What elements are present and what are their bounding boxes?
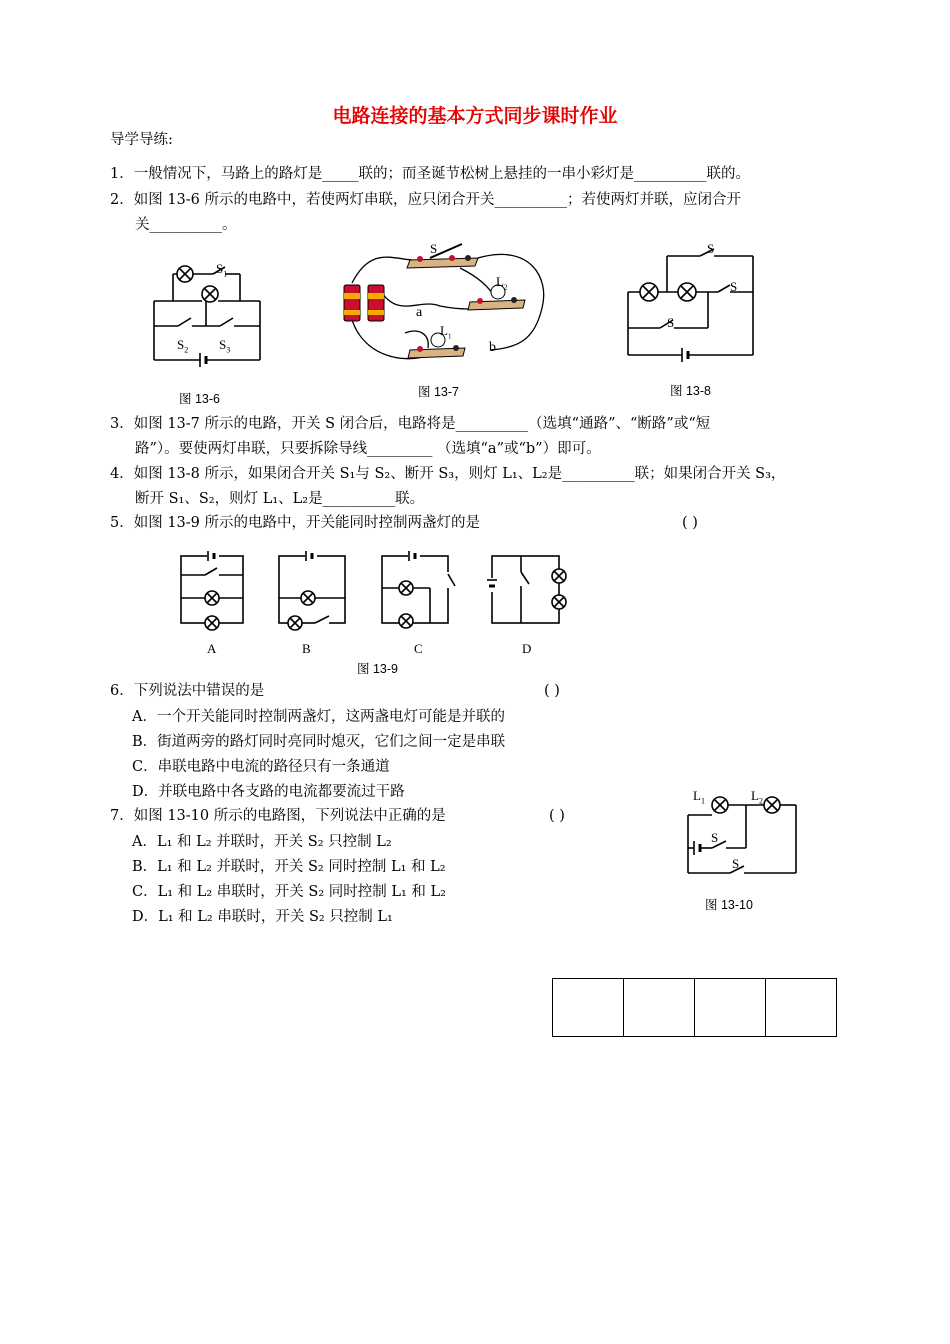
question-2-line-1: 2．如图 13-6 所示的电路中，若使两灯串联，应只闭合开关__________；若使两灯并联，应闭合开: [110, 192, 742, 208]
question-4-line-1: 4．如图 13-8 所示，如果闭合开关 S₁与 S₂、断开 S₃，则灯 L₁、L₂是__________联；如果闭合开关 S₃，: [110, 466, 786, 482]
score-cell: [553, 979, 624, 1037]
question-7-option-c: C．L₁ 和 L₂ 串联时，开关 S₂ 同时控制 L₁ 和 L₂: [132, 884, 446, 900]
score-table: [552, 978, 837, 1037]
fig136-label-s1: $S_1$: [216, 261, 228, 279]
question-6-answer-paren: ( ): [544, 683, 560, 699]
fig1310-label-s1: S: [711, 830, 719, 845]
fig137-label-s: S: [430, 241, 438, 256]
fig1310-label-l1: $L_1$: [693, 788, 705, 806]
question-5: 5．如图 13-9 所示的电路中，开关能同时控制两盏灯的是: [110, 515, 481, 531]
question-3-line-1: 3．如图 13-7 所示的电路，开关 S 闭合后，电路将是__________（选填“通路”、“断路”或“短: [110, 416, 711, 432]
figure-13-6-diagram: [140, 255, 270, 370]
question-7-option-b: B．L₁ 和 L₂ 并联时，开关 S₂ 同时控制 L₁ 和 L₂: [132, 859, 446, 875]
fig137-label-l2: $L_2$: [496, 274, 508, 292]
figure-13-7-diagram: [330, 238, 555, 368]
figure-13-9-diagram: [175, 548, 575, 638]
fig139-label-c: C: [414, 641, 423, 656]
question-3-line-2: 路”）。要使两灯串联，只要拆除导线_________ （选填“a”或“b”）即可。: [135, 441, 601, 457]
fig138-caption: 图 13-8: [670, 384, 711, 398]
fig139-caption: 图 13-9: [357, 662, 398, 676]
fig139-label-d: D: [522, 641, 532, 656]
question-5-answer-paren: ( ): [682, 515, 698, 531]
fig1310-label-l2: $L_2$: [751, 788, 763, 806]
figure-13-8-diagram: [620, 240, 760, 360]
question-6-option-c: C．串联电路中电流的路径只有一条通道: [132, 759, 390, 775]
fig1310-caption: 图 13-10: [705, 898, 753, 912]
question-6-option-b: B．街道两旁的路灯同时亮同时熄灭，它们之间一定是串联: [132, 734, 506, 750]
fig139-label-b: B: [302, 641, 311, 656]
question-2-line-2: 关__________。: [135, 217, 237, 233]
fig139-circuit-a: [181, 551, 243, 630]
fig137-label-l1: $L_1$: [440, 323, 452, 341]
fig136-label-s2: $S_2$: [177, 337, 189, 355]
fig138-label-s2: S: [730, 279, 738, 294]
fig139-circuit-b: [279, 551, 345, 630]
fig139-label-a: A: [207, 641, 217, 656]
fig137-label-a: a: [416, 305, 423, 320]
fig1310-label-s2: S: [732, 856, 740, 871]
question-7: 7．如图 13-10 所示的电路图，下列说法中正确的是: [110, 808, 446, 824]
question-7-answer-paren: ( ): [549, 808, 565, 824]
score-cell: [695, 979, 766, 1037]
question-7-option-d: D．L₁ 和 L₂ 串联时，开关 S₂ 只控制 L₁: [132, 909, 393, 925]
question-6: 6．下列说法中错误的是: [110, 683, 265, 699]
fig137-caption: 图 13-7: [418, 385, 459, 399]
score-cell: [766, 979, 837, 1037]
question-1: 1．一般情况下，马路上的路灯是_____联的；而圣诞节松树上悬挂的一串小彩灯是__________联的。: [110, 166, 750, 182]
fig138-label-s3: S: [667, 315, 675, 330]
fig136-label-s3: $S_3$: [219, 337, 231, 355]
question-6-option-d: D．并联电路中各支路的电流都要流过干路: [132, 784, 405, 800]
page-title: 电路连接的基本方式同步课时作业: [332, 105, 618, 127]
section-heading: 导学导练:: [110, 132, 173, 148]
question-4-line-2: 断开 S₁、S₂，则灯 L₁、L₂是__________联。: [135, 491, 425, 507]
question-7-option-a: A．L₁ 和 L₂ 并联时，开关 S₂ 只控制 L₂: [132, 834, 392, 850]
fig136-caption: 图 13-6: [179, 392, 220, 406]
fig139-circuit-d: [487, 556, 566, 623]
fig139-circuit-c: [382, 551, 455, 628]
fig138-label-s1: S: [707, 241, 715, 256]
fig137-label-b: b: [489, 340, 496, 355]
score-cell: [624, 979, 695, 1037]
question-6-option-a: A．一个开关能同时控制两盏灯，这两盏电灯可能是并联的: [132, 709, 505, 725]
